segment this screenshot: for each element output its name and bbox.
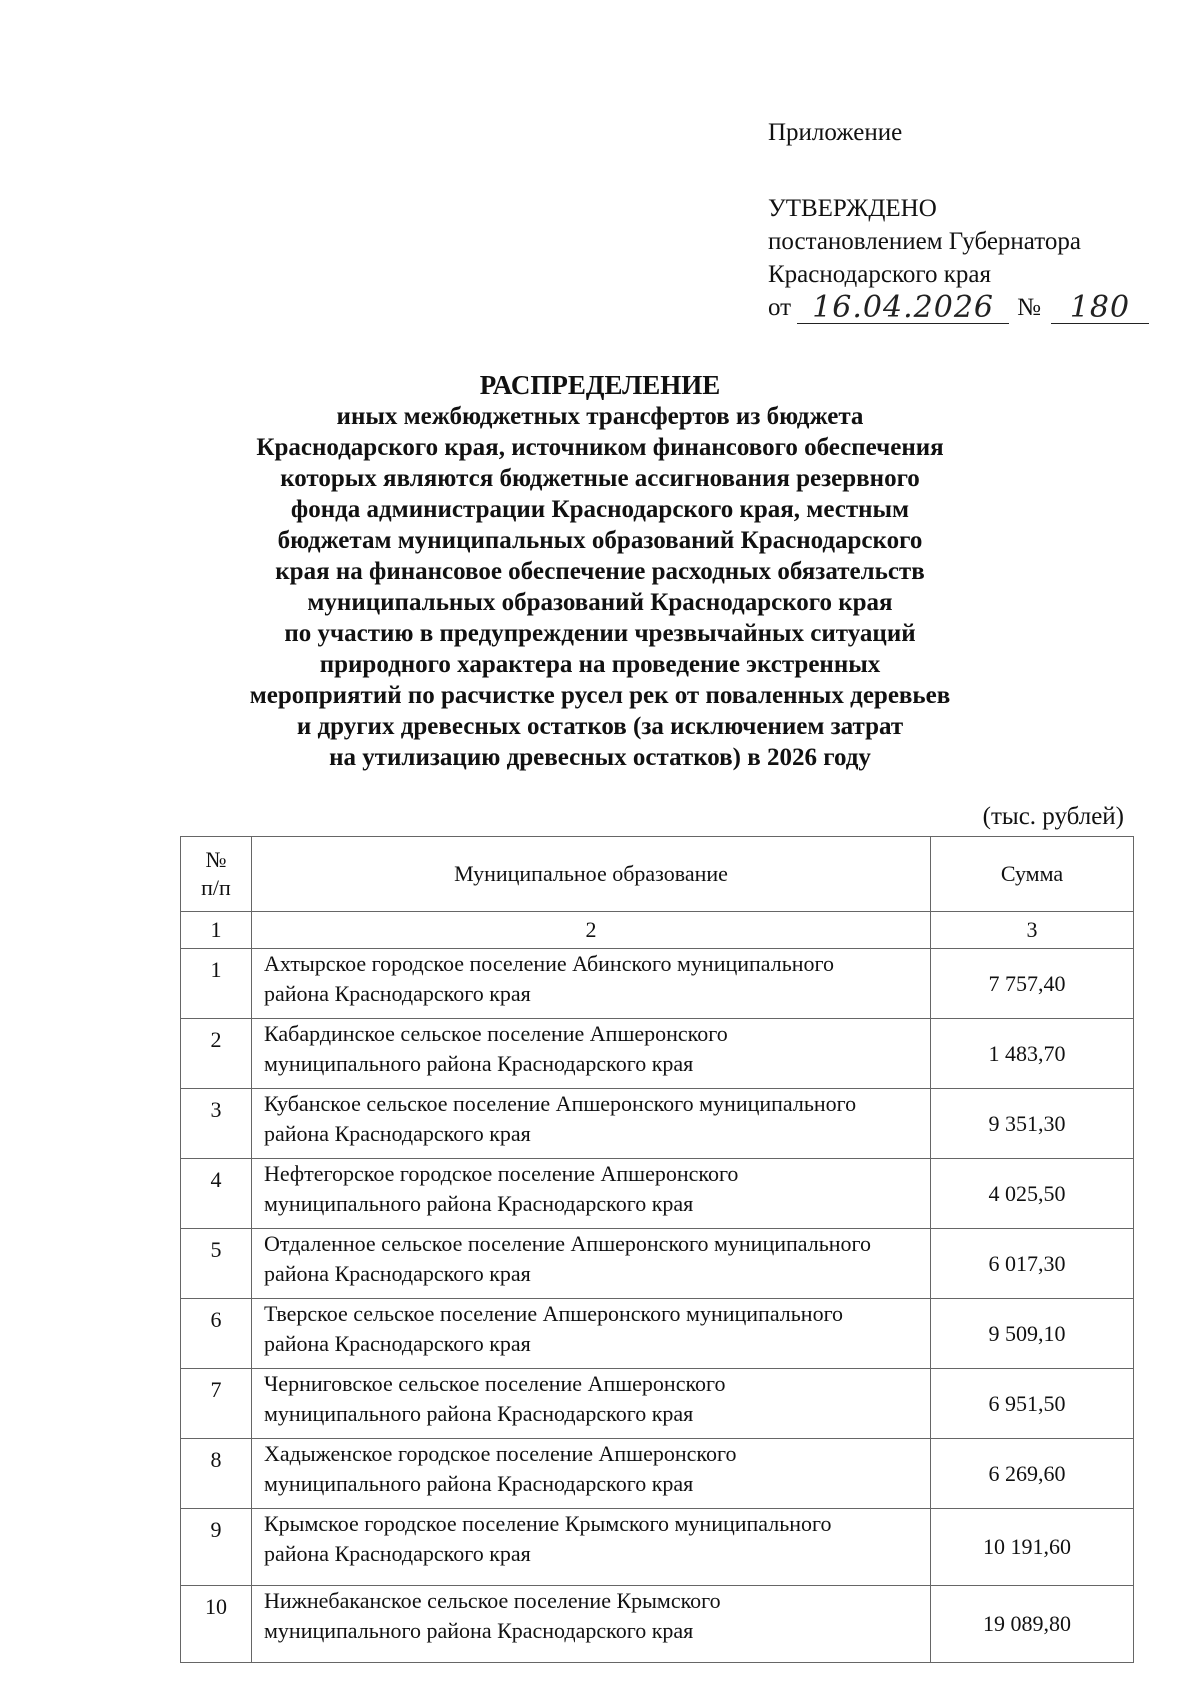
row-number: 8 (181, 1439, 252, 1509)
row-sum: 7 757,40 (931, 949, 1134, 1019)
title-line: которых являются бюджетные ассигнования резервного (280, 465, 920, 492)
row-name-line: района Краснодарского края (264, 1331, 531, 1356)
row-number: 10 (181, 1586, 252, 1663)
header-name: Муниципальное образование (252, 837, 931, 912)
row-name-line: муниципального района Краснодарского края (264, 1618, 694, 1643)
title-line: на утилизацию древесных остатков) в 2026 году (329, 744, 871, 771)
row-name (252, 1299, 931, 1369)
title-line: Краснодарского края, источником финансового обеспечения (256, 434, 944, 461)
row-name (252, 1369, 931, 1439)
row-sum: 6 269,60 (931, 1439, 1134, 1509)
handwritten-number: 180 (1051, 293, 1149, 324)
table-row (181, 1439, 1134, 1509)
row-number: 9 (181, 1509, 252, 1586)
row-number: 3 (181, 1089, 252, 1159)
row-name-line: Тверское сельское поселение Апшеронского муниципального (264, 1301, 844, 1326)
row-number: 5 (181, 1229, 252, 1299)
row-number: 1 (181, 949, 252, 1019)
row-name (252, 1089, 931, 1159)
row-name-line: района Краснодарского края (264, 1121, 531, 1146)
row-name-line: муниципального района Краснодарского края (264, 1051, 694, 1076)
row-sum: 1 483,70 (931, 1019, 1134, 1089)
row-name-line: Хадыженское городское поселение Апшеронского (264, 1441, 737, 1466)
table-row (181, 1229, 1134, 1299)
row-name (252, 1019, 931, 1089)
column-index: 1 (181, 912, 252, 949)
title-line: муниципальных образований Краснодарского края (307, 589, 893, 616)
table-row (181, 1019, 1134, 1089)
approved-label: УТВЕРЖДЕНО (768, 195, 937, 222)
approved-by-line1: постановлением Губернатора (768, 228, 1081, 255)
document-title (160, 370, 1040, 773)
row-name-line: Нефтегорское городское поселение Апшеронского (264, 1161, 739, 1186)
title-line: по участию в предупреждении чрезвычайных ситуаций (284, 620, 916, 647)
table-row (181, 1089, 1134, 1159)
row-sum: 10 191,60 (931, 1509, 1134, 1586)
title-line: края на финансовое обеспечение расходных обязательств (275, 558, 925, 585)
row-name-line: Ахтырское городское поселение Абинского муниципального (264, 951, 835, 976)
table-row (181, 1509, 1134, 1586)
row-name-line: района Краснодарского края (264, 981, 531, 1006)
unit-label: (тыс. рублей) (982, 803, 1124, 830)
column-index-row (181, 912, 1134, 949)
approval-block (768, 116, 1149, 324)
title-line: природного характера на проведение экстренных (319, 651, 881, 678)
row-name-line: района Краснодарского края (264, 1261, 531, 1286)
row-number: 4 (181, 1159, 252, 1229)
row-name-line: Нижнебаканское сельское поселение Крымского (264, 1588, 721, 1613)
column-index: 2 (252, 912, 931, 949)
row-name (252, 1509, 931, 1586)
date-number-line (768, 291, 1149, 324)
title-line: иных межбюджетных трансфертов из бюджета (336, 403, 864, 430)
row-name (252, 949, 931, 1019)
row-sum: 9 509,10 (931, 1299, 1134, 1369)
row-name (252, 1586, 931, 1663)
row-number: 6 (181, 1299, 252, 1369)
title-line: фонда администрации Краснодарского края, местным (290, 496, 910, 523)
header-num-abbr: п/п (201, 875, 231, 900)
row-name-line: Отдаленное сельское поселение Апшеронского муниципального (264, 1231, 871, 1256)
row-sum: 4 025,50 (931, 1159, 1134, 1229)
title-line: мероприятий по расчистке русел рек от поваленных деревьев (249, 682, 951, 709)
row-name-line: Кубанское сельское поселение Апшеронского муниципального (264, 1091, 857, 1116)
row-name-line: Кабардинское сельское поселение Апшеронского (264, 1021, 728, 1046)
row-name-line: Черниговское сельское поселение Апшеронского (264, 1371, 726, 1396)
column-index: 3 (931, 912, 1134, 949)
row-name-line: муниципального района Краснодарского края (264, 1401, 694, 1426)
approved-by-line2: Краснодарского края (768, 261, 991, 288)
header-num (181, 837, 252, 912)
header-num-symbol: № (205, 847, 227, 872)
title-line: бюджетам муниципальных образований Краснодарского (277, 527, 923, 554)
row-sum: 19 089,80 (931, 1586, 1134, 1663)
table-header-row (181, 837, 1134, 912)
from-label: от (768, 294, 792, 321)
row-sum: 6 951,50 (931, 1369, 1134, 1439)
annex-label: Приложение (768, 119, 903, 146)
table-row (181, 1299, 1134, 1369)
row-name-line: Крымское городское поселение Крымского муниципального (264, 1511, 832, 1536)
row-number: 7 (181, 1369, 252, 1439)
distribution-table (180, 836, 1134, 1663)
title-heading: РАСПРЕДЕЛЕНИЕ (479, 370, 721, 400)
row-name (252, 1439, 931, 1509)
row-name-line: муниципального района Краснодарского края (264, 1191, 694, 1216)
row-name (252, 1229, 931, 1299)
number-sign: № (1017, 294, 1041, 321)
row-number: 2 (181, 1019, 252, 1089)
table-row (181, 1586, 1134, 1663)
title-line: и других древесных остатков (за исключением затрат (296, 713, 904, 740)
handwritten-date: 16.04.2026 (797, 293, 1009, 324)
row-name-line: муниципального района Краснодарского края (264, 1471, 694, 1496)
header-sum: Сумма (931, 837, 1134, 912)
table-row (181, 949, 1134, 1019)
row-sum: 6 017,30 (931, 1229, 1134, 1299)
table-row (181, 1369, 1134, 1439)
table-row (181, 1159, 1134, 1229)
row-sum: 9 351,30 (931, 1089, 1134, 1159)
row-name-line: района Краснодарского края (264, 1541, 531, 1566)
row-name (252, 1159, 931, 1229)
